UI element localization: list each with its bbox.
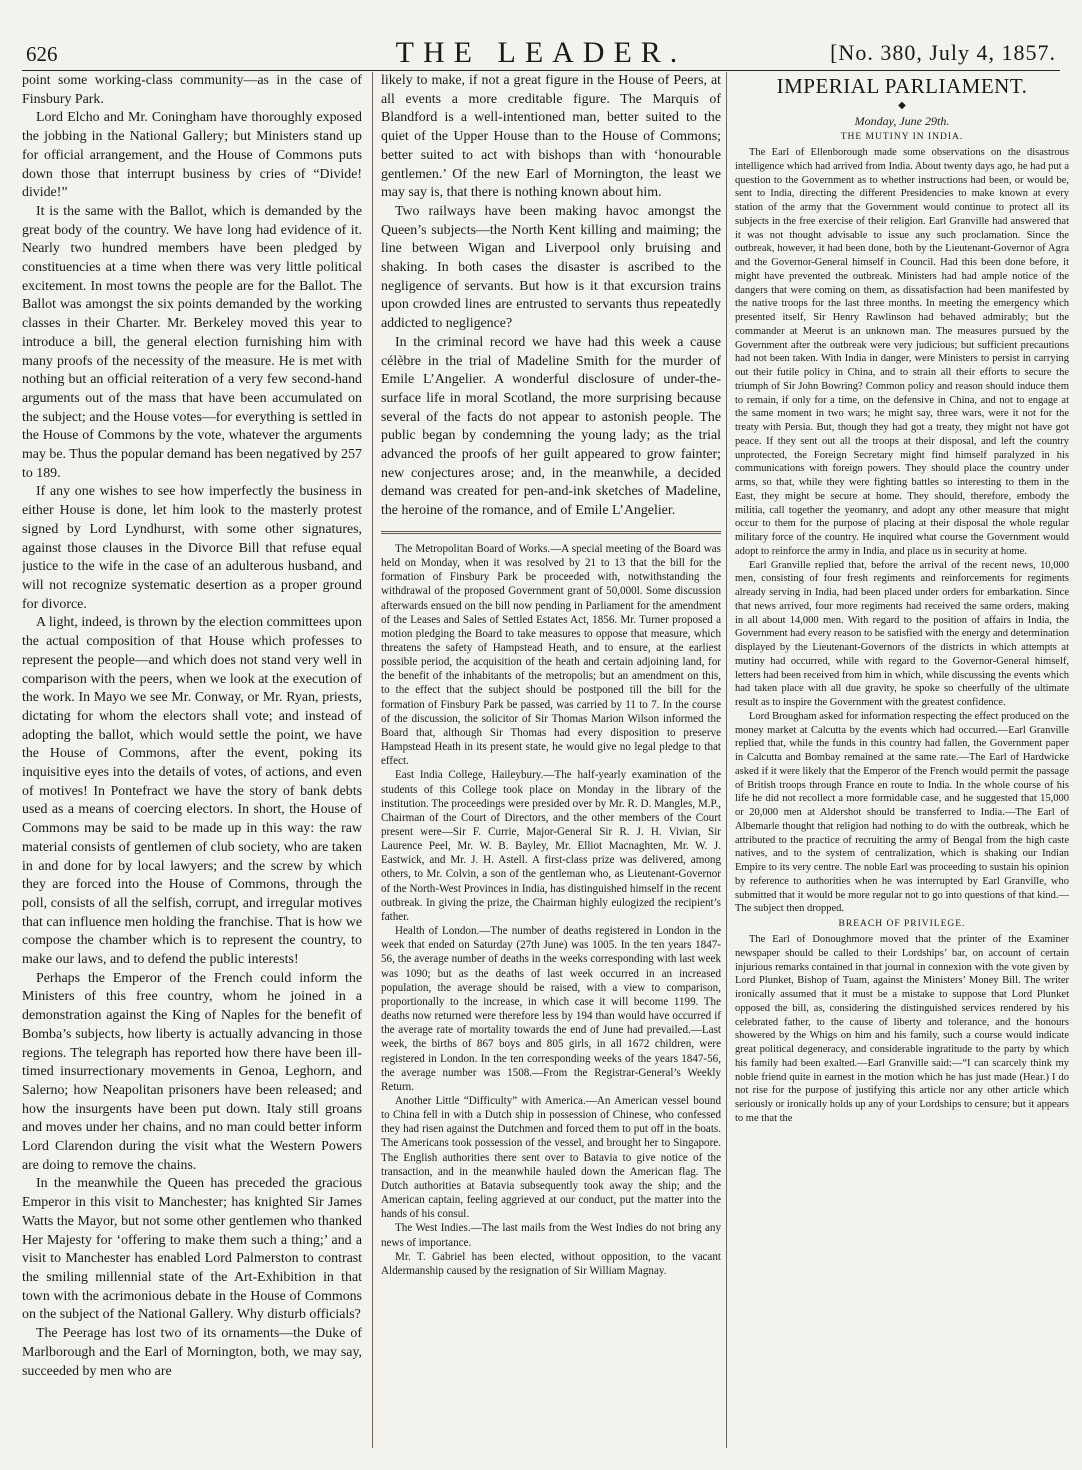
paragraph: It is the same with the Ballot, which is demanded by the great body of the country. We have long had evidence of it. Nearly two hundred members have been pledged by constituencies at a time when there was very little political excitement. In most towns the people are for the Ballot. The Ballot was amongst the six points demanded by the working classes in their Charter. Mr. Berkeley moved this year to introduce a bill, the general election furnishing him with many proofs of the necessity of the measure. He is met with nothing but an official reiteration of a very few second-hand arguments out of the mass that have been accumulated on the subject; and the House votes—for everything is settled in the House of Commons by the vote, whatever the arguments may be. Thus the popular demand has been negatived by 257 to 189. <box>22 203 362 481</box>
column-1 <box>22 72 362 1448</box>
column-3 <box>726 72 1069 1448</box>
news-items <box>381 542 721 1278</box>
news-item: Another Little “Difficulty” with America.—An American vessel bound to China fell in with a Dutch ship in possession of Chinese, who confessed they had risen against the Dutchmen and forced them to put off in the boats. The Americans took possession of the vessel, and brought her to Singapore. The English authorities there sent over to Batavia to give notice of the transaction, and in the meanwhile hauled down the American flag. The Dutch authorities at Batavia subsequently took away the ship; and the American captain, feeling aggrieved at our conduct, put the matter into the hands of his consul. <box>381 1094 721 1221</box>
paragraph: The Earl of Donoughmore moved that the printer of the Examiner newspaper should be called to their Lordships’ bar, on account of certain injurious remarks contained in that journal in connexion with the vote given by Lord Plunket, Bishop of Tuam, against the Ministers’ Money Bill. The writer ironically assumed that it must be a mistake to suppose that Lord Plunket opposed the bill, as, considering the distinguished services rendered by his celebrated father, to the cause of liberty and tolerance, and the honours showered by the Whigs on him and his family, such a course would indicate great political degeneracy, and considerable ingratitude to the party by which his family had been exalted.—Earl Granville said:—“I can scarcely think my noble friend quite in earnest in the motion which he has just made (Hear.) I do not rise for the purpose of justifying this article nor any other article which seriously or ironically holds up any of your Lordships to censure; but it appears to me that the <box>735 934 1069 1124</box>
columns <box>22 72 1069 1448</box>
sitting-date: Monday, June 29th. <box>854 114 950 128</box>
paragraph: point some working-class community—as in the case of Finsbury Park. <box>22 73 362 107</box>
paragraph: Lord Elcho and Mr. Coningham have thoroughly exposed the jobbing in the National Gallery; but Ministers stand up for official arrangement, and the House of Commons puts down those that interrupt business by cries of “Divide! divide!” <box>22 110 362 201</box>
news-item: Health of London.—The number of deaths registered in London in the week that ended on Saturday (27th June) was 1005. In the ten years 1847-56, the average number of deaths in the weeks corresponding with last week was 1090; but as the deaths of last week occurred in an increased population, the average should be raised, with a view to comparison, proportionally to the increase, in which case it will become 1199. The deaths now returned were therefore less by 194 than would have occurred if the average rate of mortality towards the end of June had prevailed.—Last week, the births of 867 boys and 805 girls, in all 1672 children, were registered in London. In the ten corresponding weeks of the years 1847-56, the average number was 1508.—From the Registrar-General’s Weekly Return. <box>381 925 721 1093</box>
masthead <box>22 22 1060 71</box>
news-item: The West Indies.—The last mails from the West Indies do not bring any news of importance. <box>381 1222 721 1249</box>
paragraph: Perhaps the Emperor of the French could inform the Ministers of this free country, whom he joined in a demonstration against the King of Naples for the benefit of Bomba’s subjects, how liberty is actually advancing in those regions. The telegraph has reported how there have been ill-timed insurrectionary movements in Genoa, Leghorn, and Salerno; how Neapolitan prisoners have been released; and how the insurgents have been put down. Italy still groans and moves under her chains, and no man could better inform Lord Clarendon during the visit what the Western Powers are doing to remove the chains. <box>22 970 362 1173</box>
paragraph: The Earl of Ellenborough made some observations on the disastrous intelligence which had arrived from India. About twenty days ago, he had put a question to the Government as to whether instructions had been, or would be, sent to India, directing the different Presidencies to make known at every station of the army that the Government would continue to protect all its subjects in the free exercise of their religion. Earl Granville had answered that it was not thought advisable to issue any such proclamation. Since the outbreak, however, it had been done, both by the Lieutenant-Governor of Agra and the Governor-General himself in Council. Had this been done before, it might have prevented the outbreak. Ministers had had ample notice of the dangers that were coming on them, as dissatisfaction had been manifested by the native troops for the last three months. In meeting the emergency which presented itself, Sir Henry Rawlinson had behaved admirably; but the commander at Meerut is an unknown man. The measures pursued by the Government after the outbreak were very judicious; but sufficient precautions had not been taken. With India in danger, were Ministers to persist in carrying out their futile policy in China, and to strain all their efforts to secure the triumph of Sir John Bowring? Common policy and reason should induce them to remain, if only for a time, on the defensive in China, and not to engage at the same moment in two wars; he might say, three wars, were it not for the treaty with Persia. But, though they had got a treaty, they might not have got peace. If they sent out all the troops at their disposal, and left the country unprotected, the Foreign Secretary might find himself paralyzed in his communications with foreign powers. They should place the country under arms, so that, while they were fighting battles so interesting to them in the East, they might be secure at home. They should, therefore, embody the militia, call together the yeomanry, and adopt any other measure that might occur to them for the purpose of placing at their disposal the whole regular military force of the country. He inquired what course the Government would adopt to reinforce the army in India, and place us in security at home. <box>735 147 1069 557</box>
news-item: Mr. T. Gabriel has been elected, without opposition, to the vacant Aldermanship caused by the resignation of Sir William Magnay. <box>381 1250 721 1277</box>
subheading: BREACH OF PRIVILEGE. <box>838 919 966 929</box>
news-item: The Metropolitan Board of Works.—A special meeting of the Board was held on Monday, when it was resolved by 21 to 13 that the bill for the formation of Finsbury Park be proceeded with, notwithstanding the withdrawal of the proposed Government grant of 50,000l. Some discussion afterwards ensued on the bill now pending in Parliament for the amendment of the Leases and Sales of Settled Estates Act, 1856. Mr. Turner proposed a motion pledging the Board to take measures to oppose that measure, which threatens the safety of Hampstead Heath, and to ensure, at the earliest possible period, the acquisition of the heath and certain adjoining land, for the benefit of the inhabitants of the metropolis; but an amendment on this, to the effect that the subject should be postponed till the bill for the formation of Finsbury Park be passed, was carried by 11 to 7. In the course of the discussion, the solicitor of Sir Thomas Marion Wilson informed the Board that, although Sir Thomas had every disposition to preserve Hampstead Heath in its present state, he would give no legal pledge to that effect. <box>381 542 721 768</box>
issue-number-date: [No. 380, July 4, 1857. <box>830 40 1056 65</box>
leader-continuation <box>381 72 721 521</box>
subheading: THE MUTINY IN INDIA. <box>840 132 964 142</box>
paragraph: Two railways have been making havoc amongst the Queen’s subjects—the North Kent killing and maiming; the line between Wigan and Liverpool only bruising and shaking. In both cases the disaster is ascribed to the negligence of servants. But how is it that excursion trains upon crowded lines are entrusted to servants thus repeatedly addicted to negligence? <box>381 203 721 332</box>
paragraph: In the criminal record we have had this week a cause célèbre in the trial of Madeline Smith for the murder of Emile L’Angelier. A wonderful disclosure of under-the-surface life in moral Scotland, the more surprising because several of the facts do not appear to astonish people. The public began by condemning the young lady; as the trial advanced the proofs of her guilt appeared to grow fainter; new conjectures arose; and, in the meanwhile, a decided demand was created for pen-and-ink sketches of Madeline, the heroine of the romance, and of Emile L’Angelier. <box>381 334 721 519</box>
page-number: 626 <box>26 42 58 66</box>
ornament-icon: ◆ <box>898 100 906 111</box>
paragraph: Earl Granville replied that, before the arrival of the recent news, 10,000 men, consisting of four fresh regiments and reinforcements for regiments already serving in India, had been placed under orders for embarkation. Since that news arrived, four more regiments had received the same orders, making in all about 14,000 men. With regard to the position of affairs in India, the Government had every reason to be satisfied with the energy and determination displayed by the Lieutenant-Governors of the districts in which attempts at mutiny had occurred, while with regard to the Governor-General himself, letters had been received from him in which, while discussing the events which had taken place with all due gravity, he spoke so cheerfully of the ultimate result as to inspire the Government with the greatest confidence. <box>735 559 1069 708</box>
column-2 <box>372 72 721 1448</box>
paragraph: Lord Brougham asked for information respecting the effect produced on the money market at Calcutta by the events which had occurred.—Earl Granville replied that, while the funds in this country had fallen, the Government paper in Calcutta and Bombay remained at the same rate.—The Earl of Hardwicke asked if it were likely that the Emperor of the French would permit the passage of British troops through France en route to India. In the whole course of his life he did not recollect a more formidable case, and he suggested that 15,000 or 20,000 men at Aldershot should be transferred to India.—The Earl of Albemarle thought that religion had nothing to do with the outbreak, which he attributed to the practice of recruiting the army of Bengal from the high caste natives, and to the system of centralization, which is shaking our Indian Empire to its very centre. The noble Earl was proceeding to sustain his opinion by reference to authorities when he was interrupted by Earl Granville, who submitted that it would be more regular not to go into questions of that kind.—The subject then dropped. <box>735 710 1069 915</box>
paragraph: In the meanwhile the Queen has preceded the gracious Emperor in this visit to Manchester; has knighted Sir James Watts the Mayor, but not some other gentlemen who thanked Her Majesty for ‘offering to make them such a thing;’ and a visit to Manchester has enabled Lord Palmerston to contrast the smiling millennial state of the Art-Exhibition in that town with the acrimonious debate in the House of Commons on the subject of the National Gallery. Why disturb officials? <box>22 1176 362 1323</box>
paragraph: If any one wishes to see how imperfectly the business in either House is done, let him look to the masterly protest signed by Lord Lyndhurst, with some other signatures, against those clauses in the Divorce Bill that refuse equal justice to the wife in the case of an adulterous husband, and will not recognize systematic desertion as a proper ground for divorce. <box>22 484 362 612</box>
section-divider <box>381 531 721 534</box>
paragraph: A light, indeed, is thrown by the election committees upon the actual composition of that House which professes to represent the people—and which does not stand very well in comparison with the peers, when we look at the execution of the work. In Mayo we see Mr. Conway, or Mr. Ryan, priests, dictating for whom the electors shall vote; and instead of adopting the ballot, which would settle the point, we have the House of Commons, after the event, poking its inquisitive eyes into the details of votes, of actions, and even of motives! In Pontefract we have the story of bank debts used as a means of coercing electors. In short, the House of Commons may be said to be made up in this way: the raw material consists of gentlemen of club society, who are taken in and done for by local lawyers; and the screw by which they are forced into the House of Commons, through the poll, consists of all the selfish, corrupt, and irregular motives that can influence men holding the franchise. That is how we compose the chamber which is to represent the country, to make our laws, and to defend the public interests! <box>22 615 362 968</box>
paragraph: likely to make, if not a great figure in the House of Peers, at all events a more creditable figure. The Marquis of Blandford is a well-intentioned man, better suited to the quiet of the Upper House than to the House of Commons; better suited to act with bishops than with ‘honourable gentlemen.’ Of the new Earl of Mornington, the least we may say is, that there is nothing known about him. <box>381 73 721 201</box>
news-item: East India College, Haileybury.—The half-yearly examination of the students of this College took place on Monday in the library of the institution. The proceedings were presided over by Mr. R. D. Mangles, M.P., Chairman of the Court of Directors, and the other members of the Court present were—Sir F. Currie, Major-General Sir R. J. H. Vivian, Sir Laurence Peel, Mr. W. B. Bayley, Mr. Elliot Macnaghten, Mr. W. J. Eastwick, and Mr. J. H. Astell. A first-class prize was delivered, among others, to Mr. Colvin, a son of the gentleman who, as Lieutenant-Governor of the North-West Provinces in India, has distinguished himself in the recent outbreak. In giving the prize, the Chairman highly eulogized the recipient’s father. <box>381 769 721 923</box>
paragraph: The Peerage has lost two of its ornaments—the Duke of Marlborough and the Earl of Mornington, both, we may say, succeeded by men who are <box>22 1326 362 1379</box>
newspaper-title: THE LEADER. <box>395 36 687 69</box>
section-title: IMPERIAL PARLIAMENT. <box>776 74 1028 98</box>
